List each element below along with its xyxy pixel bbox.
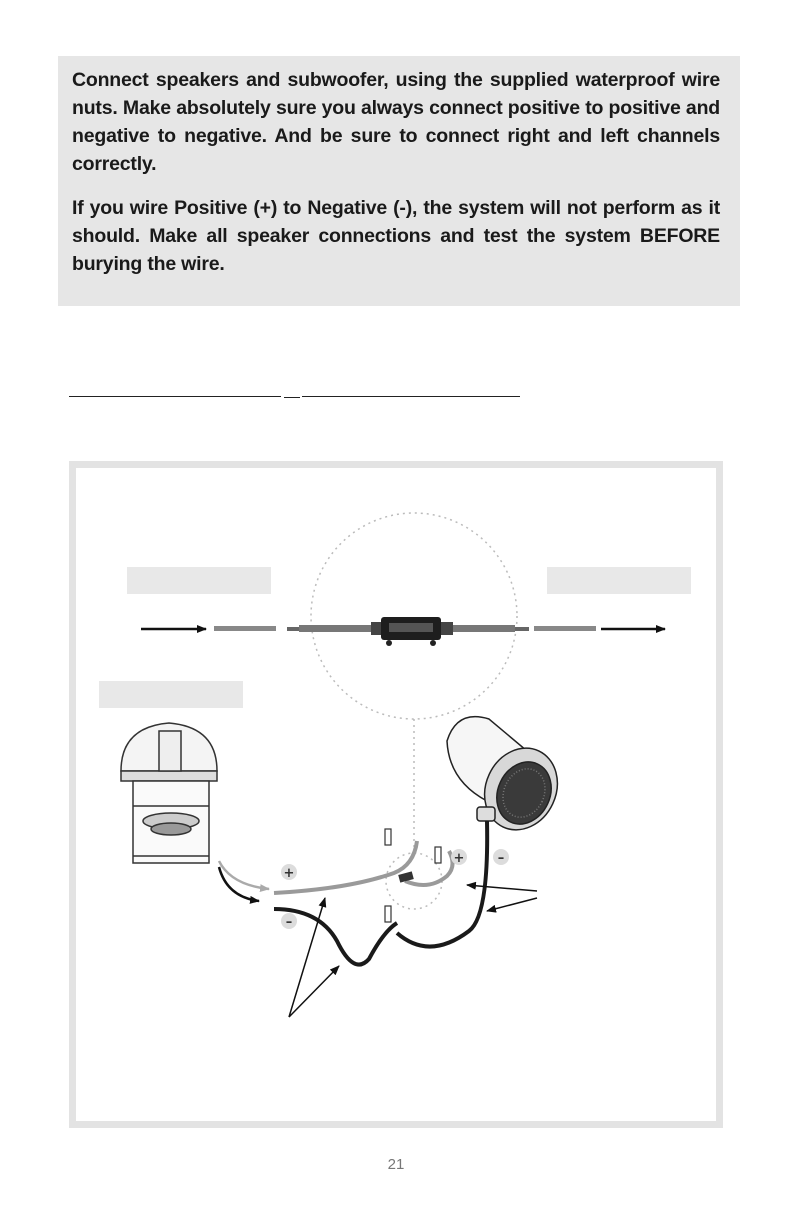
speaker-positive-marker: + — [453, 851, 465, 866]
speaker-negative-marker: – — [497, 851, 505, 866]
magnifier-circle — [311, 513, 517, 719]
subwoofer-negative-marker: – — [285, 915, 293, 930]
callout-line-negative-right — [487, 898, 537, 911]
speaker-icon — [447, 717, 570, 842]
instruction-paragraph-1: Connect speakers and subwoofer, using the supplied waterproof wire nuts. Make absolutely sure you always connect positive to positive and negative to negative. And be sure to connect right and left channels correctly. — [72, 69, 720, 175]
instruction-note — [58, 56, 740, 306]
wire-terminals — [385, 829, 441, 922]
heading-rule-left — [69, 396, 281, 397]
subwoofer-icon — [121, 723, 217, 863]
heading-rule-right — [302, 396, 520, 397]
positive-wire — [274, 841, 417, 893]
heading-rule-dash — [284, 397, 300, 398]
positive-splice-nut — [398, 871, 414, 882]
instruction-paragraph-2: If you wire Positive (+) to Negative (-), the system will not perform as it should. Make all speaker connections and test the system BEFORE burying the wire. — [72, 197, 720, 275]
callout-line-positive-right — [467, 885, 537, 891]
negative-feed-arrow — [219, 867, 259, 901]
label-placeholder-left — [127, 567, 271, 594]
wire-nut-icon — [287, 617, 529, 646]
wire-segment-right — [534, 626, 596, 631]
page-number: 21 — [387, 1156, 405, 1173]
splice-highlight-circle — [386, 853, 442, 909]
wiring-diagram — [69, 461, 723, 1128]
label-placeholder-subwoofer — [99, 681, 243, 708]
wire-segment-left — [214, 626, 276, 631]
subwoofer-positive-marker: + — [283, 866, 295, 881]
label-placeholder-right — [547, 567, 691, 594]
